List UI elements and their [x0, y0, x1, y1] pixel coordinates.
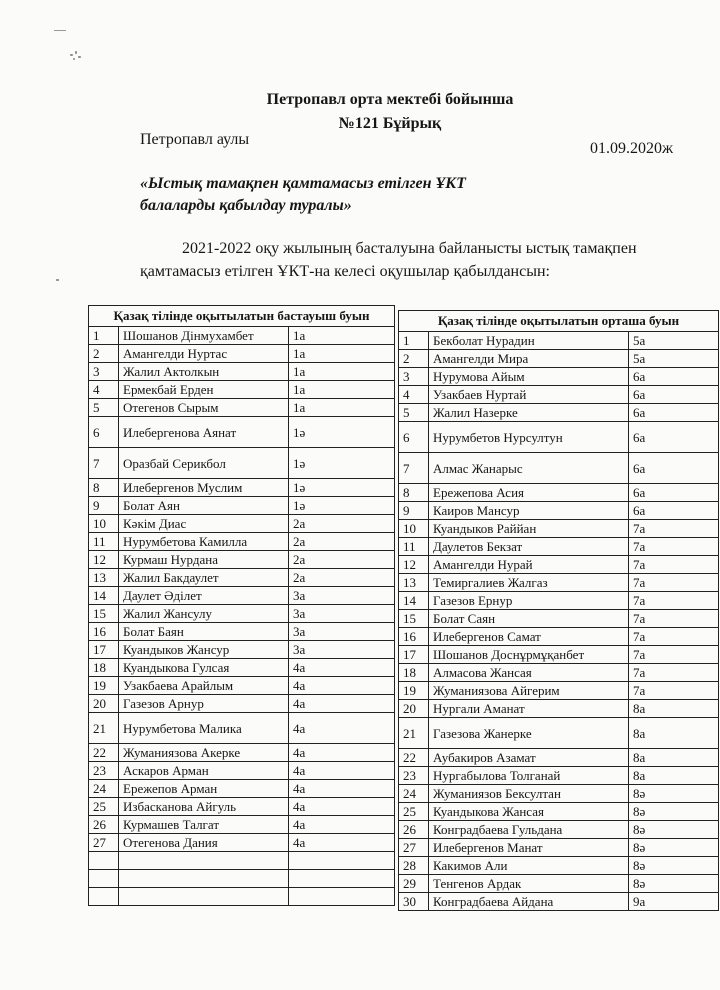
class-grade: 6а	[629, 484, 719, 502]
row-number: 14	[399, 592, 429, 610]
table-row	[399, 682, 719, 700]
class-grade: 8ә	[629, 857, 719, 875]
student-name: Амангелди Мира	[429, 350, 629, 368]
student-name: Какимов Али	[429, 857, 629, 875]
table-row	[399, 749, 719, 767]
table-row	[399, 484, 719, 502]
table-row	[399, 592, 719, 610]
student-name: Жуманиязов Бексултан	[429, 785, 629, 803]
student-name: Шошанов Доснұрмұқанбет	[429, 646, 629, 664]
row-number: 21	[89, 713, 119, 744]
class-grade: 4а	[289, 713, 395, 744]
class-grade	[289, 852, 395, 870]
row-number: 6	[89, 417, 119, 448]
table-row	[89, 587, 395, 605]
class-grade: 3а	[289, 623, 395, 641]
row-number: 16	[399, 628, 429, 646]
table-row	[399, 875, 719, 893]
student-name: Шошанов Дінмухамбет	[119, 327, 289, 345]
table-row	[399, 574, 719, 592]
row-number: 1	[399, 332, 429, 350]
row-number: 16	[89, 623, 119, 641]
student-name: Илебергенов Муслим	[119, 479, 289, 497]
student-name: Газезов Арнур	[119, 695, 289, 713]
row-number: 24	[89, 780, 119, 798]
class-grade: 8а	[629, 718, 719, 749]
row-number: 23	[399, 767, 429, 785]
student-name: Куандыкова Гулсая	[119, 659, 289, 677]
row-number: 17	[89, 641, 119, 659]
student-name: Жалил Назерке	[429, 404, 629, 422]
student-name: Болат Саян	[429, 610, 629, 628]
row-number: 5	[399, 404, 429, 422]
class-grade: 7а	[629, 682, 719, 700]
table-row	[399, 857, 719, 875]
document-place: Петропавл аулы	[140, 131, 250, 148]
row-number: 26	[89, 816, 119, 834]
class-grade: 6а	[629, 422, 719, 453]
student-name: Нурумбетов Нурсултун	[429, 422, 629, 453]
class-grade: 7а	[629, 628, 719, 646]
document-subject: «Ыстық тамақпен қамтамасыз етілген ҰКТ балаларды қабылдау туралы»	[140, 175, 466, 214]
table-row	[89, 659, 395, 677]
student-name: Тенгенов Ардак	[429, 875, 629, 893]
student-name: Конградбаева Гульдана	[429, 821, 629, 839]
class-grade: 8ә	[629, 785, 719, 803]
class-grade: 4а	[289, 762, 395, 780]
row-number: 20	[399, 700, 429, 718]
table-row	[399, 785, 719, 803]
table-row	[399, 664, 719, 682]
row-number	[89, 852, 119, 870]
table-row	[89, 713, 395, 744]
class-grade: 7а	[629, 556, 719, 574]
row-number: 22	[89, 744, 119, 762]
table-row	[89, 417, 395, 448]
student-name: Амангелди Нурай	[429, 556, 629, 574]
class-grade: 5а	[629, 332, 719, 350]
table-row	[89, 798, 395, 816]
table-row	[89, 677, 395, 695]
student-name: Нурумбетова Малика	[119, 713, 289, 744]
table-row	[89, 744, 395, 762]
row-number: 1	[89, 327, 119, 345]
student-name: Илебергенов Манат	[429, 839, 629, 857]
row-number: 2	[89, 345, 119, 363]
row-number: 14	[89, 587, 119, 605]
row-number: 9	[399, 502, 429, 520]
table-row	[399, 404, 719, 422]
table-row	[399, 893, 719, 911]
class-grade: 4а	[289, 744, 395, 762]
row-number: 23	[89, 762, 119, 780]
student-name: Ережепова Асия	[429, 484, 629, 502]
table-row	[399, 502, 719, 520]
student-name: Болат Баян	[119, 623, 289, 641]
table-row	[399, 538, 719, 556]
row-number: 22	[399, 749, 429, 767]
row-number: 10	[89, 515, 119, 533]
class-grade: 6а	[629, 453, 719, 484]
row-number: 28	[399, 857, 429, 875]
class-grade: 1ә	[289, 479, 395, 497]
student-name: Газезов Ернур	[429, 592, 629, 610]
row-number: 8	[89, 479, 119, 497]
row-number: 18	[399, 664, 429, 682]
row-number: 24	[399, 785, 429, 803]
row-number: 25	[399, 803, 429, 821]
table-row	[89, 399, 395, 417]
student-name: Каиров Мансур	[429, 502, 629, 520]
student-name: Амангелди Нуртас	[119, 345, 289, 363]
class-grade: 2а	[289, 515, 395, 533]
student-name: Аскаров Арман	[119, 762, 289, 780]
row-number: 20	[89, 695, 119, 713]
table-row	[89, 345, 395, 363]
student-name: Отегенова Дания	[119, 834, 289, 852]
class-grade: 1а	[289, 327, 395, 345]
table-row	[89, 870, 395, 888]
class-grade: 4а	[289, 816, 395, 834]
row-number: 15	[399, 610, 429, 628]
table-row	[399, 453, 719, 484]
class-grade: 8а	[629, 749, 719, 767]
student-name: Ермекбай Ерден	[119, 381, 289, 399]
table-row	[399, 556, 719, 574]
student-name: Болат Аян	[119, 497, 289, 515]
row-number: 10	[399, 520, 429, 538]
student-name: Темиргалиев Жалгаз	[429, 574, 629, 592]
student-name	[119, 870, 289, 888]
student-name: Жалил Бакдаулет	[119, 569, 289, 587]
student-name: Жуманиязова Акерке	[119, 744, 289, 762]
class-grade	[289, 888, 395, 906]
row-number: 17	[399, 646, 429, 664]
student-name: Курмаш Нурдана	[119, 551, 289, 569]
table-row	[89, 762, 395, 780]
student-name: Курмашев Талгат	[119, 816, 289, 834]
class-grade: 8ә	[629, 839, 719, 857]
table-row	[399, 628, 719, 646]
table-row	[89, 816, 395, 834]
student-name: Нургабылова Толганай	[429, 767, 629, 785]
document-title-order-number: №121 Бұйрық	[338, 115, 442, 132]
class-grade: 8ә	[629, 821, 719, 839]
class-grade: 4а	[289, 677, 395, 695]
student-name: Конградбаева Айдана	[429, 893, 629, 911]
row-number: 6	[399, 422, 429, 453]
class-grade: 4а	[289, 780, 395, 798]
student-name: Бекболат Нурадин	[429, 332, 629, 350]
class-grade: 1ә	[289, 417, 395, 448]
table-row	[89, 515, 395, 533]
table-row	[399, 350, 719, 368]
class-grade: 3а	[289, 641, 395, 659]
row-number: 3	[399, 368, 429, 386]
class-grade: 6а	[629, 368, 719, 386]
table-row	[399, 839, 719, 857]
table-row	[399, 368, 719, 386]
middle-grades-heading: Қазақ тілінде оқытылатын орташа буын	[399, 311, 719, 332]
row-number: 9	[89, 497, 119, 515]
class-grade: 1а	[289, 381, 395, 399]
row-number: 27	[89, 834, 119, 852]
class-grade: 7а	[629, 610, 719, 628]
row-number: 19	[399, 682, 429, 700]
document-date: 01.09.2020ж	[590, 140, 674, 157]
student-name: Нургали Аманат	[429, 700, 629, 718]
student-name: Узакбаев Нуртай	[429, 386, 629, 404]
table-row	[89, 569, 395, 587]
class-grade: 8ә	[629, 803, 719, 821]
class-grade: 2а	[289, 551, 395, 569]
scan-artifact-mark	[68, 48, 82, 62]
table-row	[89, 852, 395, 870]
class-grade: 1ә	[289, 497, 395, 515]
row-number: 27	[399, 839, 429, 857]
student-name: Куандыков Жансур	[119, 641, 289, 659]
row-number: 29	[399, 875, 429, 893]
student-name: Нурумова Айым	[429, 368, 629, 386]
student-name: Куандыков Раййан	[429, 520, 629, 538]
class-grade: 6а	[629, 404, 719, 422]
class-grade: 4а	[289, 834, 395, 852]
student-name: Жуманиязова Айгерим	[429, 682, 629, 700]
table-row	[399, 610, 719, 628]
table-row	[399, 700, 719, 718]
student-name: Даулетов Бекзат	[429, 538, 629, 556]
student-name: Жалил Жансулу	[119, 605, 289, 623]
student-name: Ережепов Арман	[119, 780, 289, 798]
row-number: 30	[399, 893, 429, 911]
class-grade: 3а	[289, 605, 395, 623]
row-number: 7	[89, 448, 119, 479]
row-number: 21	[399, 718, 429, 749]
row-number: 11	[399, 538, 429, 556]
table-row	[89, 533, 395, 551]
row-number: 15	[89, 605, 119, 623]
class-grade: 4а	[289, 798, 395, 816]
student-name: Даулет Әділет	[119, 587, 289, 605]
row-number: 13	[89, 569, 119, 587]
student-name: Кәкім Диас	[119, 515, 289, 533]
row-number	[89, 870, 119, 888]
class-grade: 3а	[289, 587, 395, 605]
scan-artifact-dot	[56, 279, 59, 281]
middle-grades-table	[398, 310, 719, 911]
table-row	[89, 605, 395, 623]
student-name	[119, 852, 289, 870]
table-row	[399, 332, 719, 350]
row-number: 19	[89, 677, 119, 695]
scan-artifact-line	[54, 30, 66, 31]
table-row	[89, 497, 395, 515]
row-number: 5	[89, 399, 119, 417]
table-row	[399, 520, 719, 538]
table-row	[399, 767, 719, 785]
table-row	[89, 479, 395, 497]
class-grade: 8ә	[629, 875, 719, 893]
table-row	[399, 422, 719, 453]
document-paragraph: 2021-2022 оқу жылының басталуына байланысты ыстық тамақпен қамтамасыз етілген ҰКТ-на келесі оқушылар қабылдансын:	[140, 240, 637, 280]
table-row	[399, 803, 719, 821]
student-name: Алмасова Жансая	[429, 664, 629, 682]
student-name	[119, 888, 289, 906]
student-name: Газезова Жанерке	[429, 718, 629, 749]
table-row	[89, 551, 395, 569]
student-name: Узакбаева Арайлым	[119, 677, 289, 695]
class-grade: 6а	[629, 386, 719, 404]
row-number: 7	[399, 453, 429, 484]
table-row	[89, 641, 395, 659]
table-row	[89, 834, 395, 852]
document-title-line1: Петропавл орта мектебі бойынша	[266, 91, 514, 108]
row-number: 4	[89, 381, 119, 399]
primary-grades-heading: Қазақ тілінде оқытылатын бастауыш буын	[89, 306, 395, 327]
class-grade: 2а	[289, 533, 395, 551]
table-row	[399, 386, 719, 404]
table-row	[89, 381, 395, 399]
row-number: 4	[399, 386, 429, 404]
student-name: Аубакиров Азамат	[429, 749, 629, 767]
class-grade: 7а	[629, 664, 719, 682]
student-name: Илебергенова Аянат	[119, 417, 289, 448]
row-number: 18	[89, 659, 119, 677]
class-grade: 2а	[289, 569, 395, 587]
table-row	[399, 718, 719, 749]
class-grade: 4а	[289, 695, 395, 713]
class-grade	[289, 870, 395, 888]
student-name: Избасканова Айгуль	[119, 798, 289, 816]
row-number	[89, 888, 119, 906]
class-grade: 9а	[629, 893, 719, 911]
student-name: Илебергенов Самат	[429, 628, 629, 646]
class-grade: 7а	[629, 574, 719, 592]
table-row	[399, 646, 719, 664]
class-grade: 1а	[289, 363, 395, 381]
student-name: Оразбай Серикбол	[119, 448, 289, 479]
class-grade: 7а	[629, 646, 719, 664]
table-row	[89, 623, 395, 641]
table-row	[89, 695, 395, 713]
class-grade: 5а	[629, 350, 719, 368]
row-number: 12	[399, 556, 429, 574]
row-number: 11	[89, 533, 119, 551]
student-name: Алмас Жанарыс	[429, 453, 629, 484]
row-number: 13	[399, 574, 429, 592]
table-row	[89, 448, 395, 479]
table-row	[89, 780, 395, 798]
student-name: Жалил Актолкын	[119, 363, 289, 381]
class-grade: 8а	[629, 700, 719, 718]
class-grade: 1ә	[289, 448, 395, 479]
row-number: 2	[399, 350, 429, 368]
class-grade: 6а	[629, 502, 719, 520]
class-grade: 7а	[629, 520, 719, 538]
row-number: 25	[89, 798, 119, 816]
table-row	[399, 821, 719, 839]
primary-grades-table	[88, 305, 395, 906]
table-row	[89, 888, 395, 906]
class-grade: 4а	[289, 659, 395, 677]
class-grade: 7а	[629, 538, 719, 556]
class-grade: 1а	[289, 399, 395, 417]
row-number: 3	[89, 363, 119, 381]
row-number: 12	[89, 551, 119, 569]
class-grade: 7а	[629, 592, 719, 610]
table-row	[89, 363, 395, 381]
row-number: 26	[399, 821, 429, 839]
class-grade: 1а	[289, 345, 395, 363]
table-row	[89, 327, 395, 345]
student-name: Отегенов Сырым	[119, 399, 289, 417]
student-name: Куандыкова Жансая	[429, 803, 629, 821]
row-number: 8	[399, 484, 429, 502]
student-name: Нурумбетова Камилла	[119, 533, 289, 551]
class-grade: 8а	[629, 767, 719, 785]
